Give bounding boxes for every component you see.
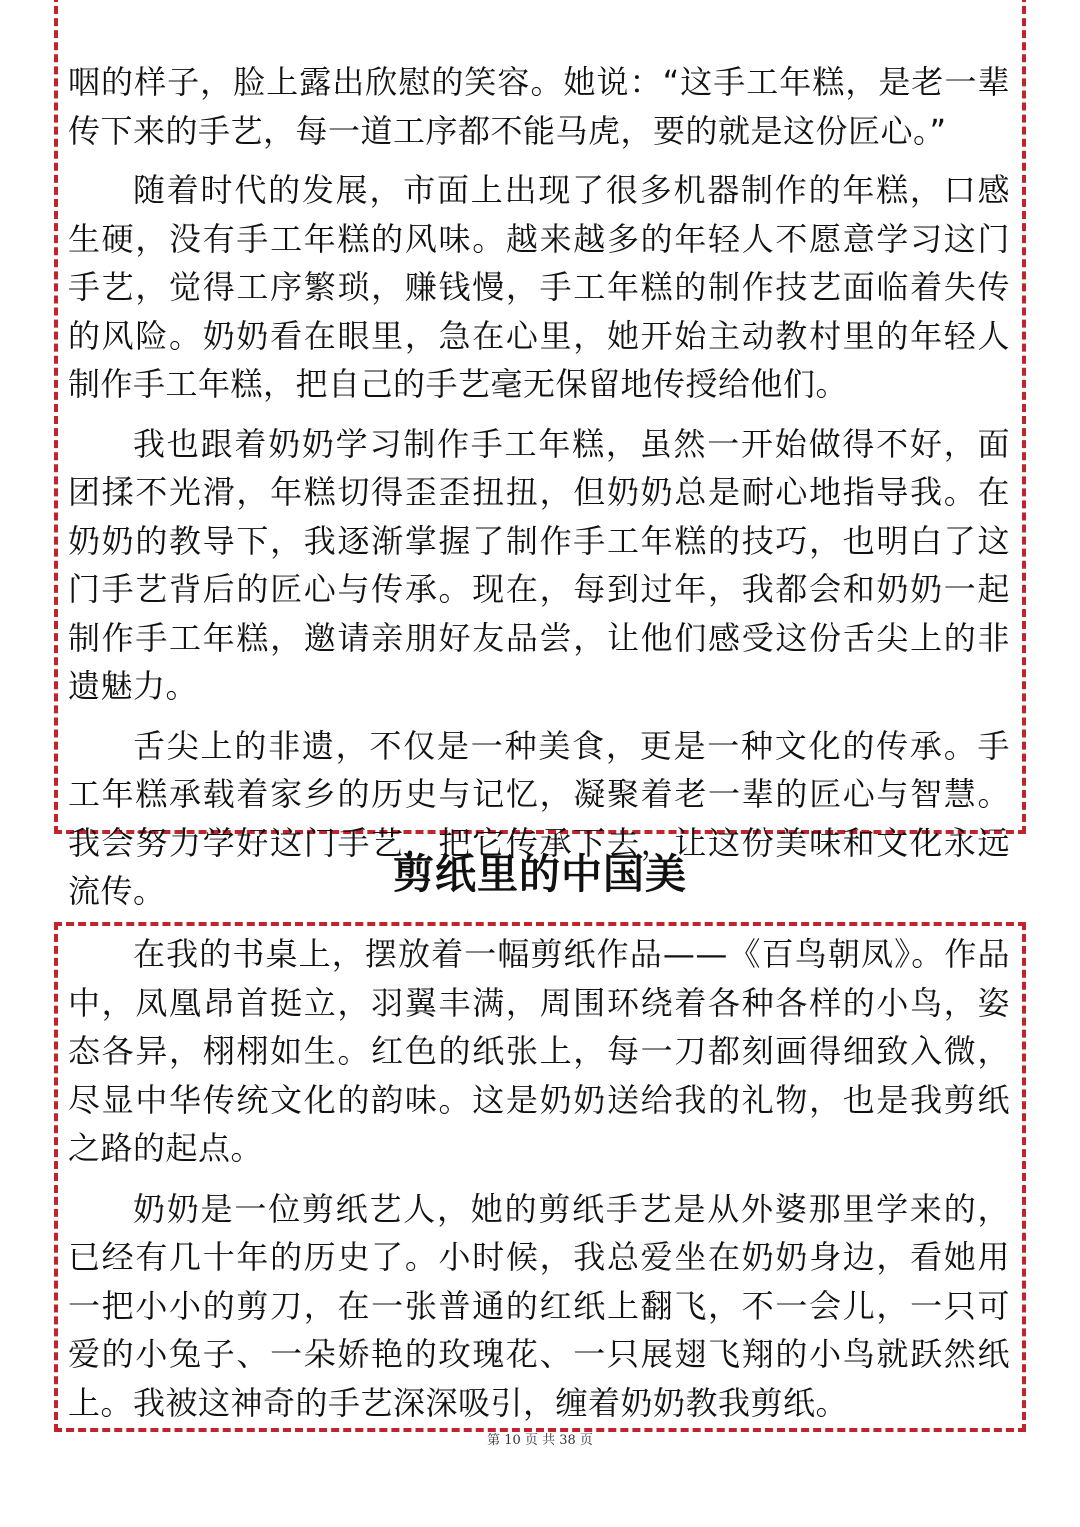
paragraph: 我也跟着奶奶学习制作手工年糕，虽然一开始做得不好，面团揉不光滑，年糕切得歪歪扭扭，但奶奶总是耐心地指导我。在奶奶的教导下，我逐渐掌握了制作手工年糕的技巧，也明白了这门手艺背后的匠心与传承。现在，每到过年，我都会和奶奶一起制作手工年糕，邀请亲朋好友品尝，让他们感受这份舌尖上的非遗魅力。 xyxy=(68,424,1010,705)
essay-box-bottom xyxy=(54,922,1026,1432)
paragraph: 咽的样子，脸上露出欣慰的笑容。她说：“这手工年糕，是老一辈传下来的手艺，每一道工序都不能马虎，要的就是这份匠心。” xyxy=(68,63,1010,150)
paragraph: 在我的书桌上，摆放着一幅剪纸作品——《百鸟朝凤》。作品中，凤凰昂首挺立，羽翼丰满，周围环绕着各种各样的小鸟，姿态各异，栩栩如生。红色的纸张上，每一刀都刻画得细致入微，尽显中华传统文化的韵味。这是奶奶送给我的礼物，也是我剪纸之路的起点。 xyxy=(68,935,1010,1167)
paragraph: 奶奶是一位剪纸艺人，她的剪纸手艺是从外婆那里学来的，已经有几十年的历史了。小时候，我总爱坐在奶奶身边，看她用一把小小的剪刀，在一张普通的红纸上翻飞，不一会儿，一只可爱的小兔子、一朵娇艳的玫瑰花、一只展翅飞翔的小鸟就跃然纸上。我被这神奇的手艺深深吸引，缠着奶奶教我剪纸。 xyxy=(68,1189,1010,1422)
paragraph: 随着时代的发展，市面上出现了很多机器制作的年糕，口感生硬，没有手工年糕的风味。越来越多的年轻人不愿意学习这门手艺，觉得工序繁琐，赚钱慢，手工年糕的制作技艺面临着失传的风险。奶奶看在眼里，急在心里，她开始主动教村里的年轻人制作手工年糕，把自己的手艺毫无保留地传授给他们。 xyxy=(68,171,1010,403)
essay-title: 剪纸里的中国美 xyxy=(393,850,687,898)
paragraph: 舌尖上的非遗，不仅是一种美食，更是一种文化的传承。手工年糕承载着家乡的历史与记忆，凝聚着老一辈的匠心与智慧。我会努力学好这门手艺，把它传承下去，让这份美味和文化永远流传。 xyxy=(68,726,1010,910)
page-number: 第 10 页 共 38 页 xyxy=(487,1433,593,1448)
